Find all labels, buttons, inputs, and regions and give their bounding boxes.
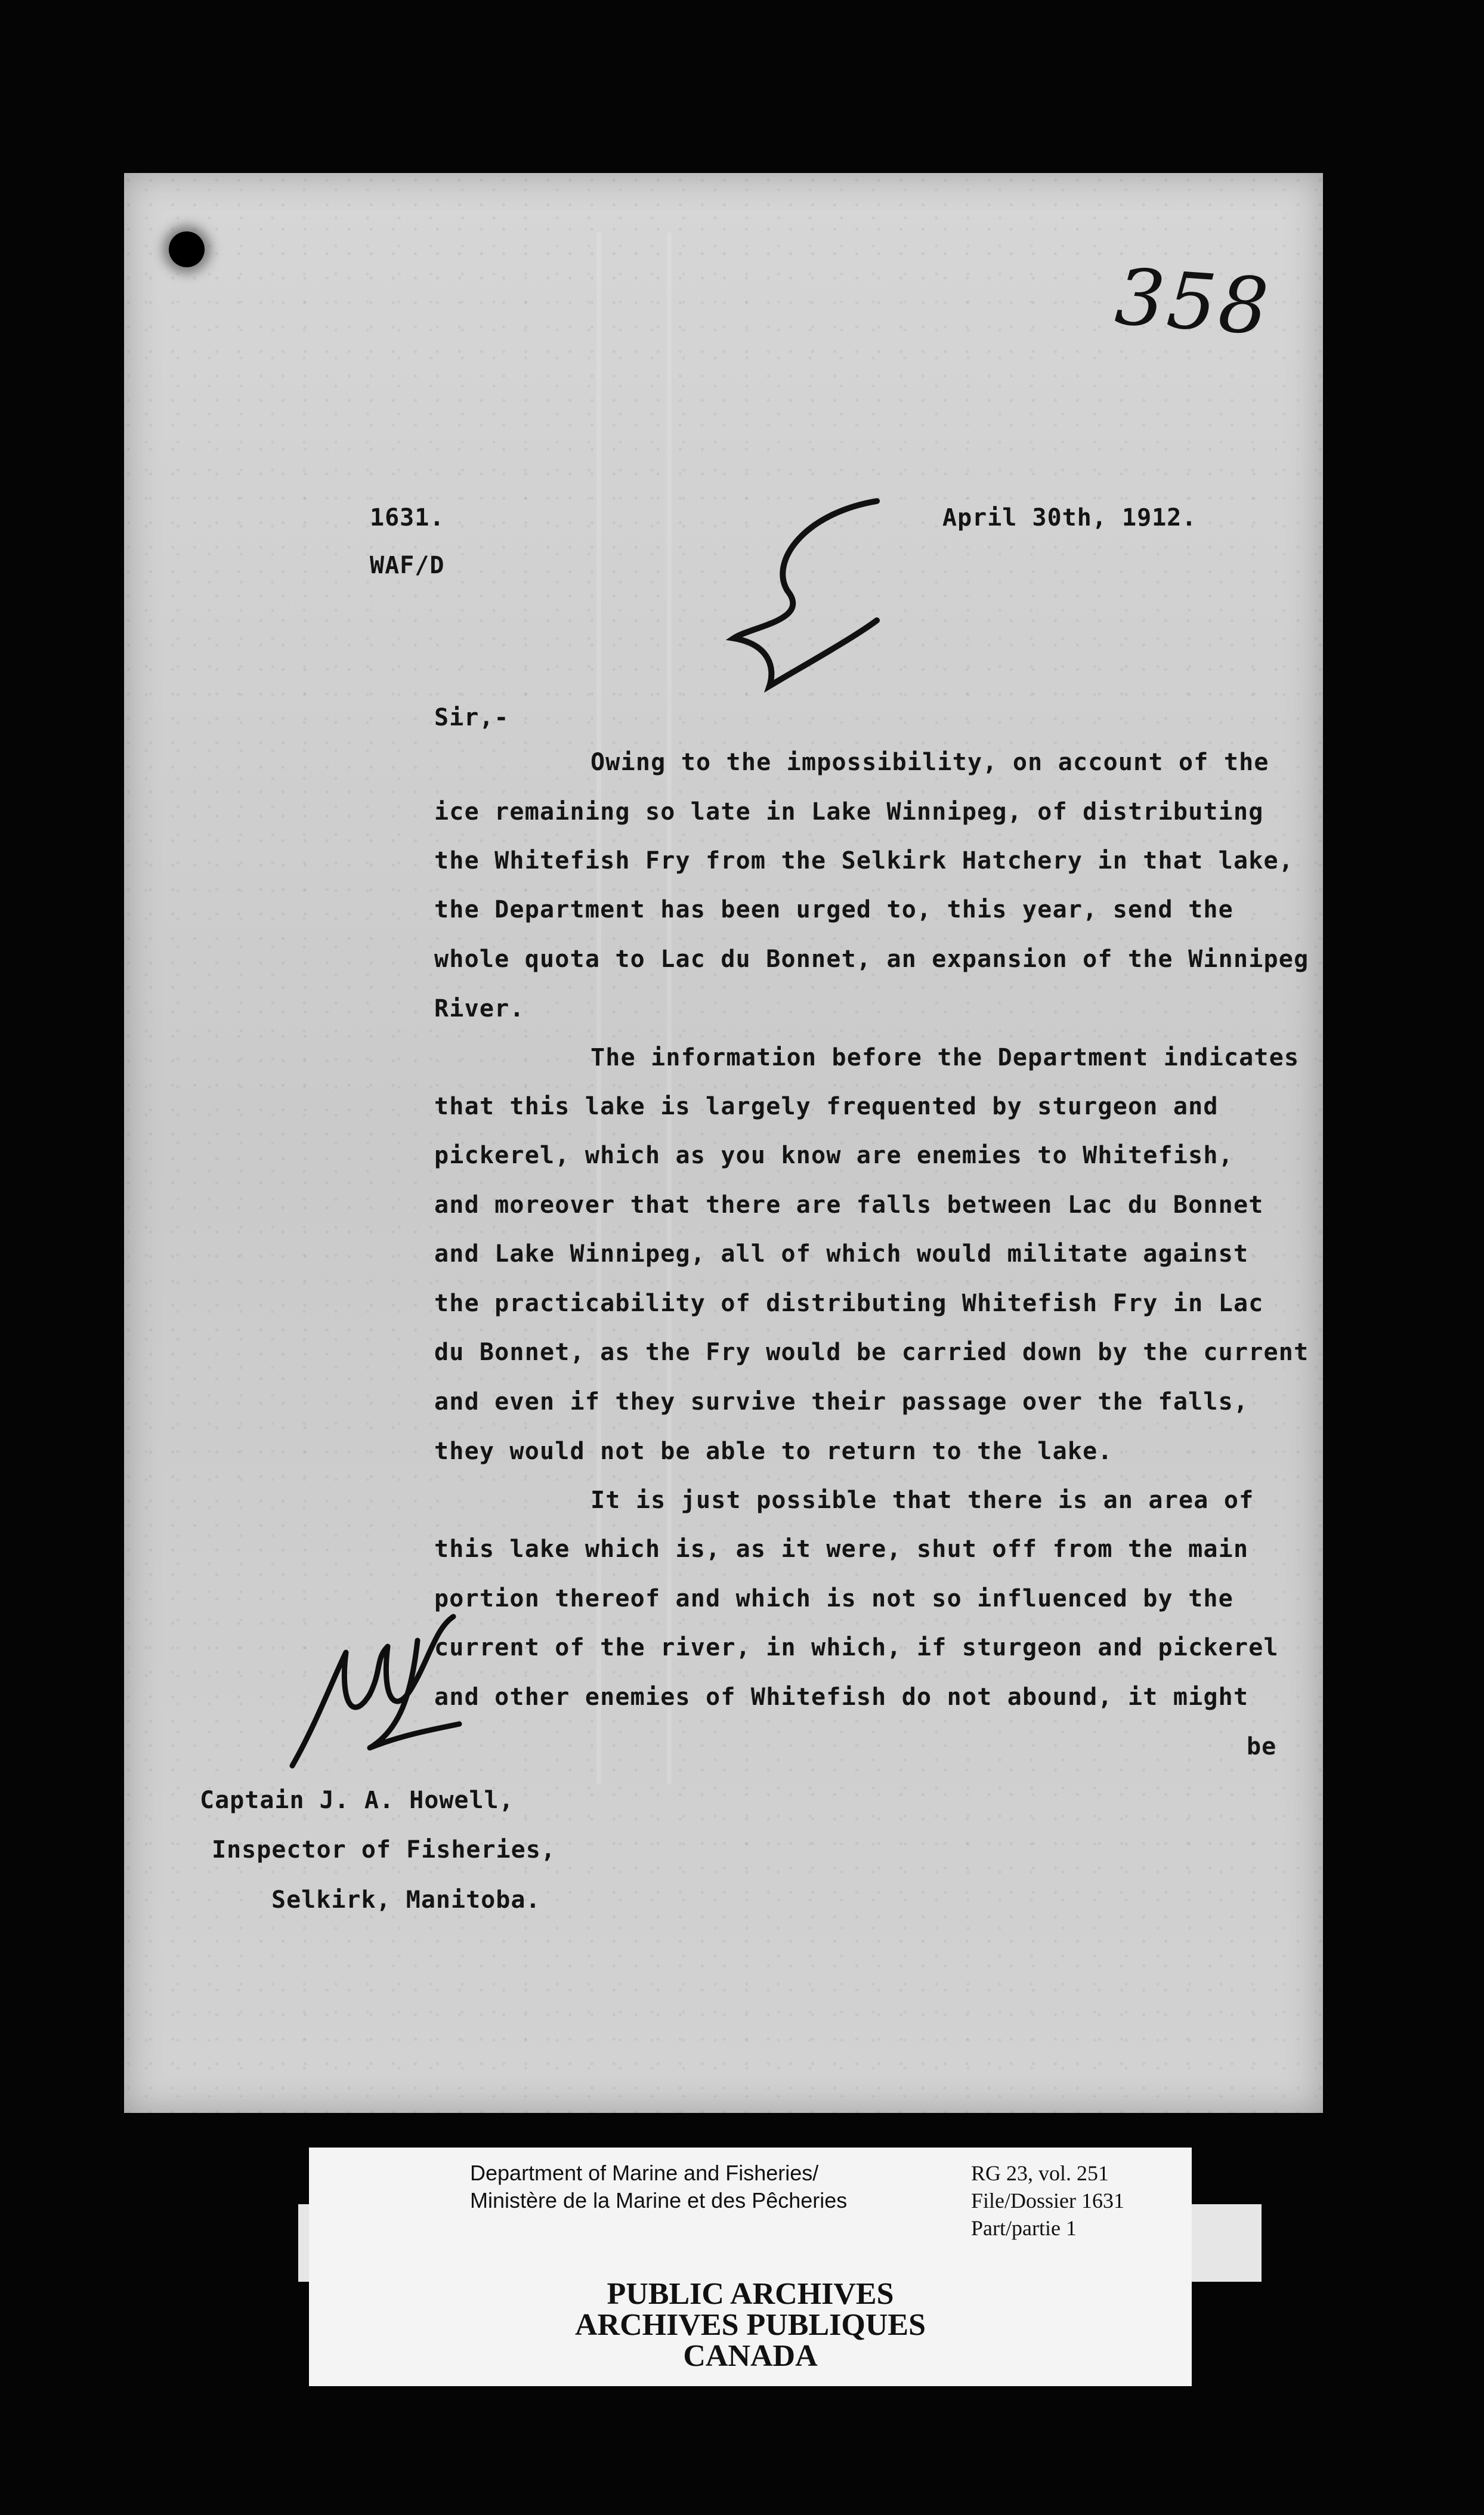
- body-line: and Lake Winnipeg, all of which would militate against: [434, 1240, 1249, 1268]
- body-line: that this lake is largely frequented by sturgeon and: [434, 1093, 1219, 1120]
- body-line: and other enemies of Whitefish do not abound, it might: [434, 1683, 1249, 1711]
- body-line: they would not be able to return to the lake.: [434, 1438, 1113, 1465]
- handwritten-page-number: 358: [1112, 251, 1274, 353]
- body-line: du Bonnet, as the Fry would be carried down by the current: [434, 1339, 1309, 1366]
- addressee-title: Inspector of Fisheries,: [212, 1836, 556, 1864]
- body-line: It is just possible that there is an area of: [590, 1487, 1254, 1514]
- body-line: River.: [434, 995, 525, 1022]
- handwritten-mark: [698, 489, 889, 704]
- archives-stamp: [309, 2279, 1192, 2372]
- file-reference: 1631.: [370, 504, 445, 532]
- continuation-word: be: [1247, 1733, 1277, 1760]
- body-line: whole quota to Lac du Bonnet, an expansion of the Winnipeg: [434, 946, 1309, 973]
- record-reference: [971, 2159, 1124, 2242]
- department-fr: Ministère de la Marine et des Pêcheries: [470, 2188, 848, 2213]
- body-line: pickerel, which as you know are enemies to Whitefish,: [434, 1142, 1233, 1169]
- salutation: Sir,-: [434, 704, 509, 731]
- label-tab-right: [1190, 2204, 1262, 2282]
- body-line: the practicability of distributing Whitefish Fry in Lac: [434, 1290, 1264, 1317]
- stamp-line: ARCHIVES PUBLIQUES: [574, 2308, 926, 2342]
- initials-reference: WAF/D: [370, 552, 445, 579]
- body-line: Owing to the impossibility, on account of the: [590, 749, 1269, 776]
- addressee-location: Selkirk, Manitoba.: [271, 1886, 541, 1914]
- stamp-line: PUBLIC ARCHIVES: [607, 2277, 894, 2311]
- body-line: the Department has been urged to, this year, send the: [434, 896, 1233, 923]
- addressee-name: Captain J. A. Howell,: [200, 1787, 514, 1814]
- body-line: the Whitefish Fry from the Selkirk Hatchery in that lake,: [434, 847, 1294, 875]
- part-partie: Part/partie 1: [971, 2216, 1077, 2240]
- body-line: and even if they survive their passage over the falls,: [434, 1388, 1249, 1416]
- body-line: this lake which is, as it were, shut off from the main: [434, 1535, 1249, 1563]
- archive-label: [309, 2148, 1192, 2386]
- file-dossier: File/Dossier 1631: [971, 2189, 1124, 2213]
- body-line: and moreover that there are falls between Lac du Bonnet: [434, 1191, 1264, 1219]
- department-names: [470, 2159, 847, 2214]
- body-line: current of the river, in which, if sturgeon and pickerel: [434, 1634, 1279, 1661]
- body-line: portion thereof and which is not so influenced by the: [434, 1585, 1233, 1612]
- record-group: RG 23, vol. 251: [971, 2161, 1109, 2185]
- letter-date: April 30th, 1912.: [942, 504, 1197, 532]
- department-en: Department of Marine and Fisheries/: [470, 2161, 819, 2185]
- punch-hole: [169, 231, 205, 267]
- stamp-line: CANADA: [683, 2339, 818, 2373]
- initials-signature: [280, 1605, 465, 1784]
- body-line: The information before the Department indicates: [590, 1044, 1300, 1071]
- body-line: ice remaining so late in Lake Winnipeg, of distributing: [434, 798, 1264, 826]
